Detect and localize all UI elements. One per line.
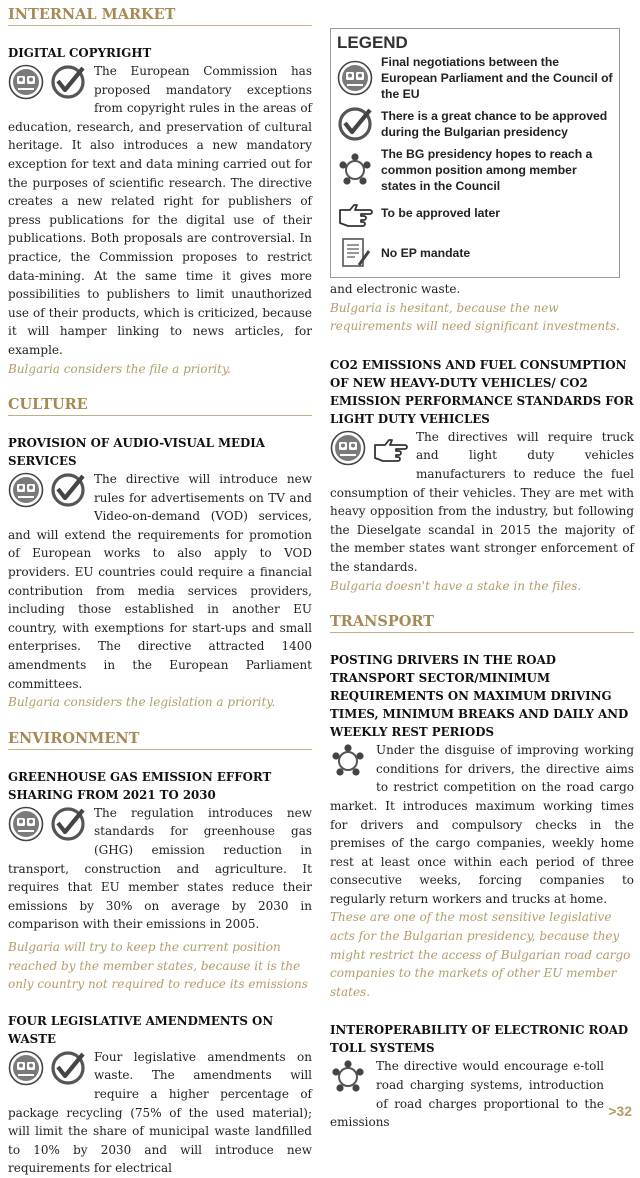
pointing-hand-icon xyxy=(337,195,373,231)
article-title-posting-drivers: POSTING DRIVERS IN THE ROAD TRANSPORT SECTOR/MINIMUM REQUIREMENTS ON MAXIMUM DRIVING TIMES, MINIMUM BREAKS AND DAILY AND WEEKLY REST PERIODS xyxy=(330,653,629,740)
checkmark-icon xyxy=(50,1050,86,1086)
negotiation-icon xyxy=(8,472,44,508)
status-icons xyxy=(8,806,86,842)
document-icon xyxy=(337,235,373,271)
legend-box xyxy=(330,28,620,278)
article-body-road-toll: The directive would encourage e-toll road charging systems, introduction of road charges proportional to the emissions xyxy=(330,1059,604,1130)
legend-title: LEGEND xyxy=(337,33,408,52)
legend-item xyxy=(337,147,613,193)
article-note-audiovisual: Bulgaria considers the legislation a priority. xyxy=(8,695,276,710)
article-body-posting-drivers: Under the disguise of improving working conditions for drivers, the directive aims to restrict competition on the road cargo market. It introduces maximum working times for drivers and compulsory checks in the premises of the cargo companies, weekly home rest at least once within each period of three consecutive weeks, forcing companies to regularly return workers and trucks at home. xyxy=(330,743,634,906)
status-icons xyxy=(8,1050,86,1086)
article-note-posting-drivers: These are one of the most sensitive legislative acts for the Bulgarian presidency, because they might restrict the access of Bulgarian road cargo companies to the markets of other EU member states. xyxy=(330,910,631,999)
article-body-co2: The directives will require truck and light duty vehicles manufacturers to reduce the fuel consumption of their vehicles. They are met with heavy opposition from the industry, but following the Dieselgate scandal in 2015 the majority of the member states want stronger enforcement of the standards. xyxy=(330,429,634,574)
legend-item-label: No EP mandate xyxy=(381,246,471,260)
negotiation-icon xyxy=(337,60,373,96)
article-title-co2: CO2 EMISSIONS AND FUEL CONSUMPTION OF NEW HEAVY-DUTY VEHICLES/ CO2 EMISSION PERFORMANCE STANDARDS FOR LIGHT DUTY VEHICLES xyxy=(330,357,634,426)
checkmark-icon xyxy=(337,106,373,142)
negotiation-icon xyxy=(8,64,44,100)
status-icons xyxy=(8,64,86,100)
negotiation-icon xyxy=(330,430,366,466)
section-heading-transport: TRANSPORT xyxy=(330,613,634,633)
article-title-digital-copyright: DIGITAL COPYRIGHT xyxy=(8,46,152,60)
legend-item xyxy=(337,55,613,101)
legend-item xyxy=(337,193,613,233)
article-body-waste-continued: and electronic waste. xyxy=(330,282,461,296)
article-note-waste: Bulgaria is hesitant, because the new requirements will need significant investments. xyxy=(330,300,620,334)
pointing-hand-icon xyxy=(372,430,408,466)
section-heading-culture: CULTURE xyxy=(8,396,312,416)
people-circle-icon xyxy=(337,152,373,188)
article-title-waste: FOUR LEGISLATIVE AMENDMENTS ON WASTE xyxy=(8,1013,274,1046)
section-heading-internal-market: INTERNAL MARKET xyxy=(8,6,312,26)
status-icons xyxy=(330,743,366,779)
article-title-audiovisual: PROVISION OF AUDIO-VISUAL MEDIA SERVICES xyxy=(8,436,265,469)
status-icons xyxy=(330,1059,366,1095)
people-circle-icon xyxy=(330,1059,366,1095)
article-body-ghg: The regulation introduces new standards for greenhouse gas (GHG) emission reduction in transport, construction and agriculture. It requires that EU member states reduce their emissions by 30% on average by 2030 in comparison with their emissions in 2005. xyxy=(8,805,312,932)
legend-item-label: There is a great chance to be approved during the Bulgarian presidency xyxy=(381,109,608,139)
checkmark-icon xyxy=(50,64,86,100)
article-title-ghg: GREENHOUSE GAS EMISSION EFFORT SHARING FROM 2021 TO 2030 xyxy=(8,769,272,802)
section-heading-environment: ENVIRONMENT xyxy=(8,730,312,750)
status-icons xyxy=(330,430,408,466)
legend-item-label: To be approved later xyxy=(381,206,500,220)
page-number: >32 xyxy=(608,1103,632,1119)
article-title-road-toll: INTEROPERABILITY OF ELECTRONIC ROAD TOLL SYSTEMS xyxy=(330,1023,629,1056)
negotiation-icon xyxy=(8,1050,44,1086)
article-note-digital-copyright: Bulgaria considers the file a priority. xyxy=(8,361,231,376)
legend-item xyxy=(337,233,613,273)
article-body-audiovisual: The directive will introduce new rules for advertisements on TV and Video-on-demand (VOD) services, and will extend the requirements for promotion of European works to also apply to VOD providers. EU countries could require a financial contribution from media services providers, including those established in another EU country, with exemptions for start-ups and small enterprises. The directive attracted 1400 amendments in the European Parliament committees. xyxy=(8,472,312,691)
negotiation-icon xyxy=(8,806,44,842)
article-body-digital-copyright: The European Commission has proposed mandatory exceptions from copyright rules in the areas of education, research, and preservation of cultural heritage. It also introduces a new mandatory exception for text and data mining carried out for the purposes of scientific research. The directive creates a new related right for publishers of press publications for the digital use of their publications. Both proposals are controversial. In practice, the Commission proposes to restrict data-mining. At the same time it gives more possibilities to publishers to limit unauthorized use of their products, which is criticized, because it will hamper linking to news articles, for example. xyxy=(8,64,312,357)
checkmark-icon xyxy=(50,472,86,508)
checkmark-icon xyxy=(50,806,86,842)
legend-item-label: The BG presidency hopes to reach a common position among member states in the Council xyxy=(381,147,593,193)
article-body-waste: Four legislative amendments on waste. The amendments will require a higher percentage of package recycling (75% of the used material); will limit the share of municipal waste landfilled to 10% by 2030 and will introduce new requirements for electrical xyxy=(8,1049,312,1176)
article-note-co2: Bulgaria doesn't have a stake in the files. xyxy=(330,578,582,593)
legend-item-label: Final negotiations between the European Parliament and the Council of the EU xyxy=(381,55,613,101)
status-icons xyxy=(8,472,86,508)
legend-item xyxy=(337,101,613,147)
article-note-ghg: Bulgaria will try to keep the current position reached by the member states, because it is the only country not required to reduce its emissions xyxy=(8,939,308,992)
people-circle-icon xyxy=(330,743,366,779)
